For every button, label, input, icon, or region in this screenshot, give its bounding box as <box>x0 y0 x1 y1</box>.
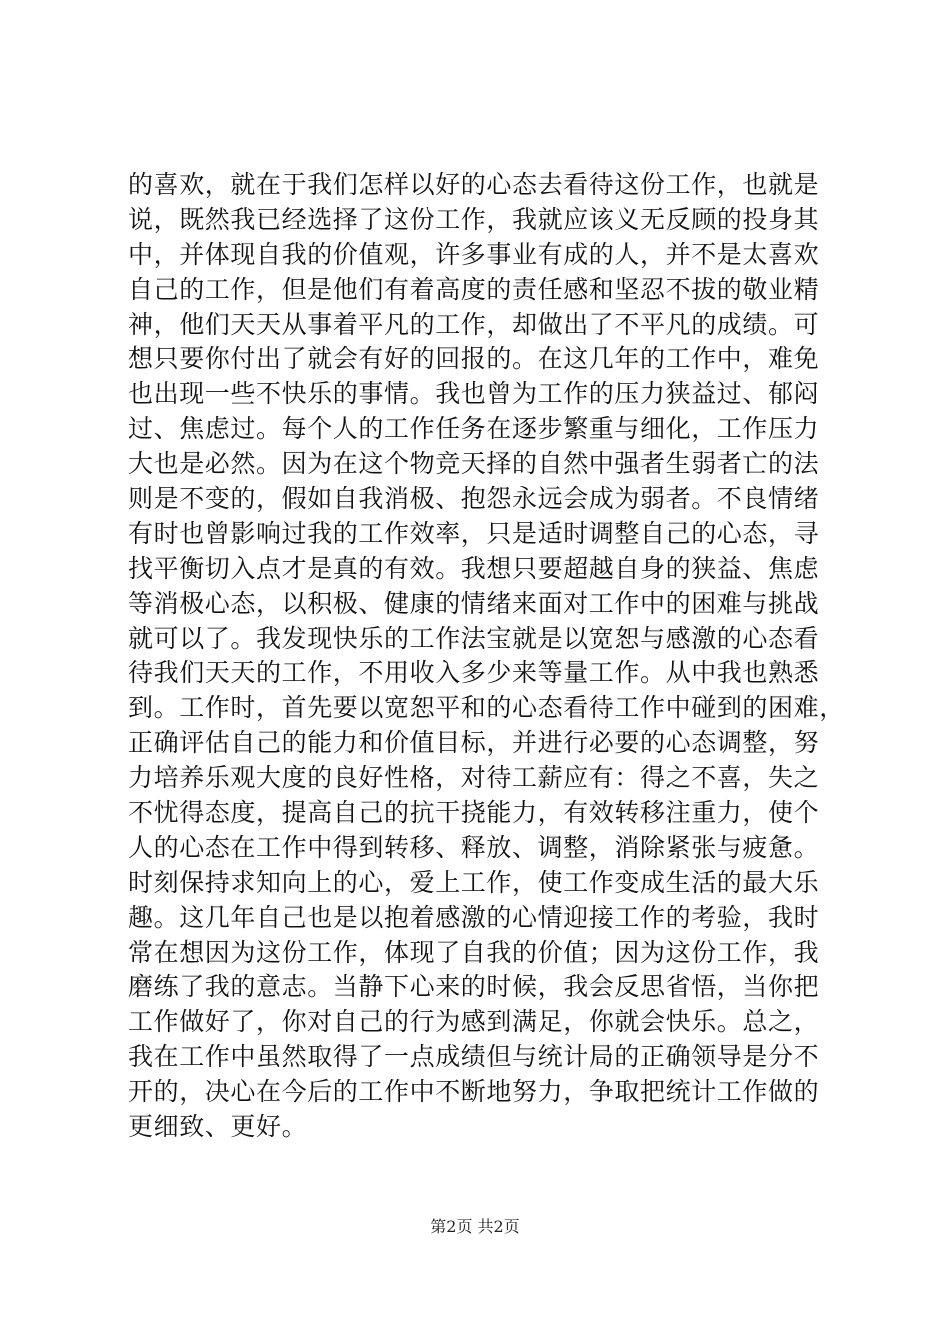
text-line: 有时也曾影响过我的工作效率，只是适时调整自己的心态，寻 <box>128 518 820 548</box>
text-line: 人的心态在工作中得到转移、释放、调整，消除紧张与疲惫。 <box>128 832 820 862</box>
text-line: 过、焦虑过。每个人的工作任务在逐步繁重与细化，工作压力 <box>128 414 820 444</box>
text-line: 时刻保持求知向上的心，爱上工作，使工作变成生活的最大乐 <box>128 867 820 897</box>
text-line: 神，他们天天从事着平凡的工作，却做出了不平凡的成绩。可 <box>128 309 820 339</box>
text-line: 到。工作时，首先要以宽恕平和的心态看待工作中碰到的困难， <box>128 693 845 723</box>
text-line: 不忧得态度，提高自己的抗干挠能力，有效转移注重力，使个 <box>128 798 820 828</box>
text-line: 想只要你付出了就会有好的回报的。在这几年的工作中，难免 <box>128 344 820 374</box>
text-line: 开的，决心在今后的工作中不断地努力，争取把统计工作做的 <box>128 1077 820 1107</box>
text-line: 就可以了。我发现快乐的工作法宝就是以宽恕与感激的心态看 <box>128 623 820 653</box>
text-line: 力培养乐观大度的良好性格，对待工薪应有：得之不喜，失之 <box>128 763 820 793</box>
text-line: 中，并体现自我的价值观，许多事业有成的人，并不是太喜欢 <box>128 239 820 269</box>
text-line: 趣。这几年自己也是以抱着感激的心情迎接工作的考验，我时 <box>128 902 820 932</box>
text-line: 自己的工作，但是他们有着高度的责任感和坚忍不拔的敬业精 <box>128 274 820 304</box>
text-line: 则是不变的，假如自我消极、抱怨永远会成为弱者。不良情绪 <box>128 484 820 514</box>
text-line: 说，既然我已经选择了这份工作，我就应该义无反顾的投身其 <box>128 204 820 234</box>
text-line: 也出现一些不快乐的事情。我也曾为工作的压力狭益过、郁闷 <box>128 379 820 409</box>
text-line: 大也是必然。因为在这个物竞天择的自然中强者生弱者亡的法 <box>128 449 820 479</box>
text-line: 磨练了我的意志。当静下心来的时候，我会反思省悟，当你把 <box>128 972 820 1002</box>
page-number: 第2页 共2页 <box>430 1217 520 1236</box>
text-line: 更细致、更好。 <box>128 1112 308 1142</box>
text-line: 的喜欢，就在于我们怎样以好的心态去看待这份工作，也就是 <box>128 170 820 199</box>
text-line: 工作做好了，你对自己的行为感到满足，你就会快乐。总之， <box>128 1007 820 1037</box>
text-line: 常在想因为这份工作，体现了自我的价值；因为这份工作，我 <box>128 937 820 967</box>
body-text <box>128 168 848 1145</box>
text-line: 我在工作中虽然取得了一点成绩但与统计局的正确领导是分不 <box>128 1042 820 1072</box>
text-line: 正确评估自己的能力和价值目标，并进行必要的心态调整，努 <box>128 728 820 758</box>
text-line: 等消极心态，以积极、健康的情绪来面对工作中的困难与挑战 <box>128 588 820 618</box>
text-line: 待我们天天的工作，不用收入多少来等量工作。从中我也熟悉 <box>128 658 820 688</box>
text-line: 找平衡切入点才是真的有效。我想只要超越自身的狭益、焦虑 <box>128 553 820 583</box>
